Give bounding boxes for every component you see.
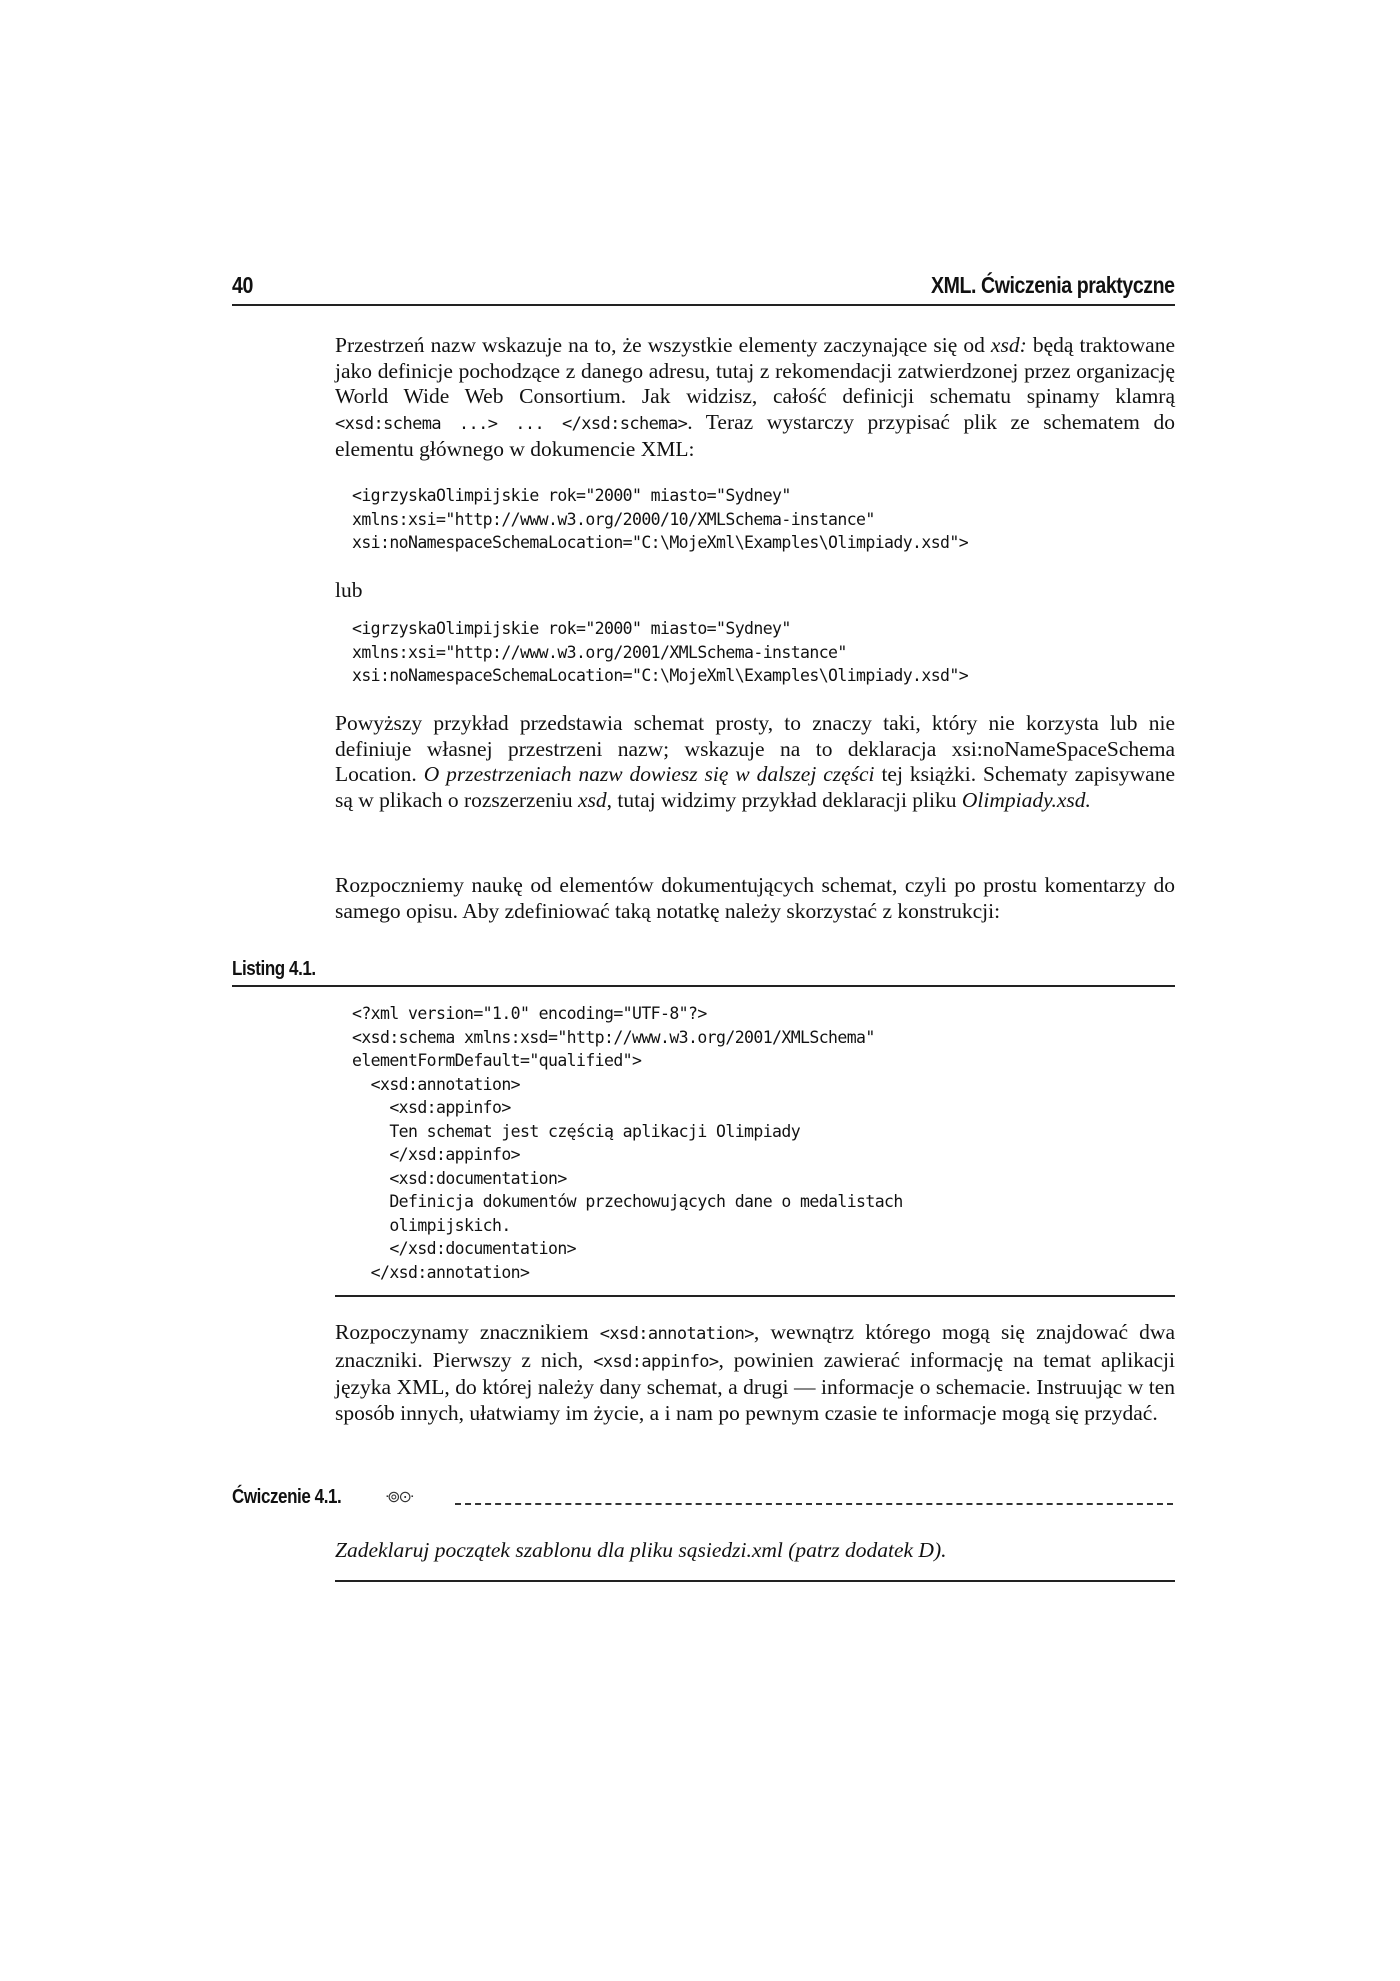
inline-code: <xsd:appinfo>: [593, 1351, 719, 1372]
listing-code: <?xml version="1.0" encoding="UTF-8"?> <xsd:schema xmlns:xsd="http://www.w3.org/2001/XMLSchema" elementFormDefault="qualified"> <xsd:annotation> <xsd:appinfo> Ten schemat jest częścią aplikacji Olimpiady </xsd:appinfo> <xsd:documentation> Definicja dokumentów przechowujących dane o medalistach olimpijskich. </xsd:documentation> </xsd:annotation>: [352, 1004, 903, 1282]
exercise-glyphs: ᐧ⊚⊙ᐧ: [385, 1489, 412, 1506]
code-block-2001: <igrzyskaOlimpijskie rok="2000" miasto="Sydney" xmlns:xsi="http://www.w3.org/2001/XMLSchema-instance" xsi:noNamespaceSchemaLocation="C:\MojeXml\Examples\Olimpiady.xsd">: [352, 619, 969, 685]
code-block-2000: <igrzyskaOlimpijskie rok="2000" miasto="Sydney" xmlns:xsi="http://www.w3.org/2000/10/XMLSchema-instance" xsi:noNamespaceSchemaLocation="C:\MojeXml\Examples\Olimpiady.xsd">: [352, 486, 969, 552]
text-run: Rozpoczynamy znacznikiem: [335, 1320, 600, 1344]
text-run: , powinien zawierać informację na temat aplikacji języka XML, do której należy dany schemat, a drugi — informacje o schemacie. Instruując w ten sposób innych, ułatwiamy im życie, a i nam po pewnym czasie te informacje mogą się przydać.: [335, 1347, 1176, 1425]
text-run: Przestrzeń nazw wskazuje na to, że wszystkie elementy zaczynające się od: [335, 333, 991, 357]
inline-code: <xsd:schema ...> ... </xsd:schema>: [335, 413, 688, 434]
text-run: będą traktowane jako definicje pochodzące z danego adresu, tutaj z rekomendacji zatwierdzonej przez organizację World Wide Web Consortium. Jak widzisz, całość definicji schematu spinamy klamrą: [335, 333, 1175, 408]
text-run: , wewnątrz którego mogą się znajdować dwa znaczniki. Pierwszy z nich,: [335, 1320, 1175, 1372]
listing-top-rule: [232, 985, 1175, 987]
paragraph-simple-schema: [335, 711, 1175, 813]
italic-run: O przestrzeniach nazw dowiesz się w dalszej części: [423, 762, 875, 786]
exercise-text: Zadeklaruj początek szablonu dla pliku sąsiedzi.xml (patrz dodatek D).: [335, 1538, 947, 1562]
listing-label: Listing 4.1.: [232, 958, 316, 980]
running-title: XML. Ćwiczenia praktyczne: [931, 272, 1175, 298]
italic-run: xsd: [577, 787, 607, 812]
inline-code: <xsd:annotation>: [599, 1324, 754, 1344]
paragraph-annotation-intro: Rozpoczniemy naukę od elementów dokumentujących schemat, czyli po prostu komentarzy do samego opisu. Aby zdefiniować taką notatkę należy skorzystać z konstrukcji:: [335, 873, 1175, 923]
text-run: tej książki. Schematy zapisywane są w plikach o rozszerzeniu: [335, 762, 1175, 812]
text-run: , tutaj widzimy przykład deklaracji pliku: [606, 787, 962, 812]
page-number: 40: [232, 272, 253, 298]
paragraph-annotation-explained: [335, 1320, 1175, 1426]
exercise-bottom-rule: [335, 1580, 1175, 1582]
text-run: Powyższy przykład przedstawia schemat prosty, to znaczy taki, który nie korzysta lub nie definiuje własnej przestrzeni nazw; wskazuje na to deklaracja xsi:noNameSpaceSchema Location.: [335, 711, 1175, 786]
exercise-dashed-rule: [455, 1503, 1173, 1505]
italic-run: xsd:: [990, 333, 1027, 357]
text-run: . Teraz wystarczy przypisać plik ze schematem do elementu głównego w dokumencie XML:: [335, 409, 1175, 461]
paragraph-namespace-intro: [335, 333, 1175, 463]
header-rule: [232, 304, 1175, 306]
italic-run: Olimpiady.xsd.: [961, 787, 1091, 812]
or-label: lub: [335, 578, 363, 602]
exercise-label: Ćwiczenie 4.1.: [232, 1486, 342, 1508]
listing-bottom-rule: [335, 1295, 1175, 1297]
